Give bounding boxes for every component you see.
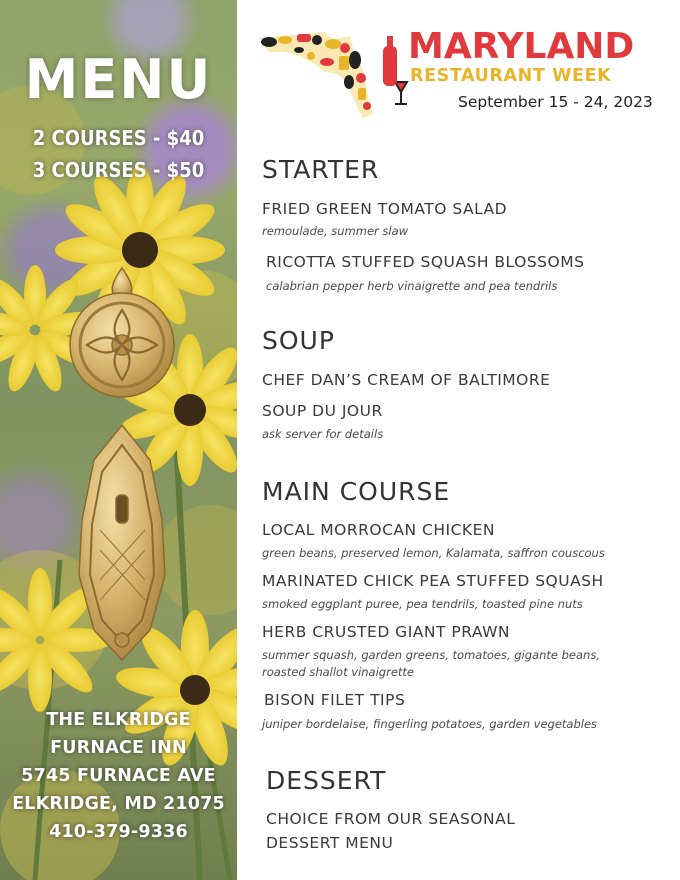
street-address: 5745 FURNACE AVE [21, 766, 216, 786]
restaurant-name-line1: THE ELKRIDGE [46, 710, 191, 730]
price-two-courses: 2 COURSES - $40 [32, 126, 205, 150]
city-state-zip: ELKRIDGE, MD 21075 [12, 794, 225, 814]
restaurant-name-line2: FURNACE INN [50, 738, 187, 758]
section-title-starter: STARTER [262, 155, 380, 184]
price-three-courses: 3 COURSES - $50 [32, 158, 205, 182]
section-title-soup: SOUP [262, 326, 335, 355]
phone-number: 410-379-9336 [49, 822, 188, 842]
maryland-food-map-logo [255, 26, 410, 122]
menu-title: MENU [24, 48, 213, 111]
menu-item-name: FRIED GREEN TOMATO SALAD [262, 200, 508, 218]
menu-item-description: green beans, preserved lemon, Kalamata, saffron couscous [262, 546, 605, 560]
section-title-dessert: DESSERT [266, 766, 387, 795]
event-dates: September 15 - 24, 2023 [458, 93, 653, 111]
menu-item-name: HERB CRUSTED GIANT PRAWN [262, 623, 511, 641]
section-title-main-course: MAIN COURSE [262, 477, 451, 506]
menu-item-name: SOUP DU JOUR [262, 402, 383, 420]
logo-restaurant-week-text: RESTAURANT WEEK [410, 66, 612, 86]
menu-item-name: CHEF DAN’S CREAM OF BALTIMORE [262, 371, 551, 389]
menu-item-description-continued: roasted shallot vinaigrette [262, 665, 414, 679]
menu-item-description: calabrian pepper herb vinaigrette and pea tendrils [266, 279, 558, 293]
dessert-line-2: DESSERT MENU [266, 834, 394, 852]
menu-item-description: juniper bordelaise, fingerling potatoes, garden vegetables [262, 717, 598, 731]
menu-item-description: ask server for details [262, 427, 384, 441]
menu-item-description: summer squash, garden greens, tomatoes, gigante beans, [262, 648, 600, 662]
flower-photo-panel [0, 0, 237, 880]
menu-item-name: LOCAL MORROCAN CHICKEN [262, 521, 495, 539]
menu-item-name: MARINATED CHICK PEA STUFFED SQUASH [262, 572, 604, 590]
menu-item-name: RICOTTA STUFFED SQUASH BLOSSOMS [266, 253, 585, 271]
menu-item-description: smoked eggplant puree, pea tendrils, toasted pine nuts [262, 597, 583, 611]
menu-item-name: BISON FILET TIPS [264, 691, 406, 709]
logo-maryland-text: MARYLAND [408, 26, 635, 67]
dessert-line-1: CHOICE FROM OUR SEASONAL [266, 810, 516, 828]
menu-item-description: remoulade, summer slaw [262, 224, 409, 238]
